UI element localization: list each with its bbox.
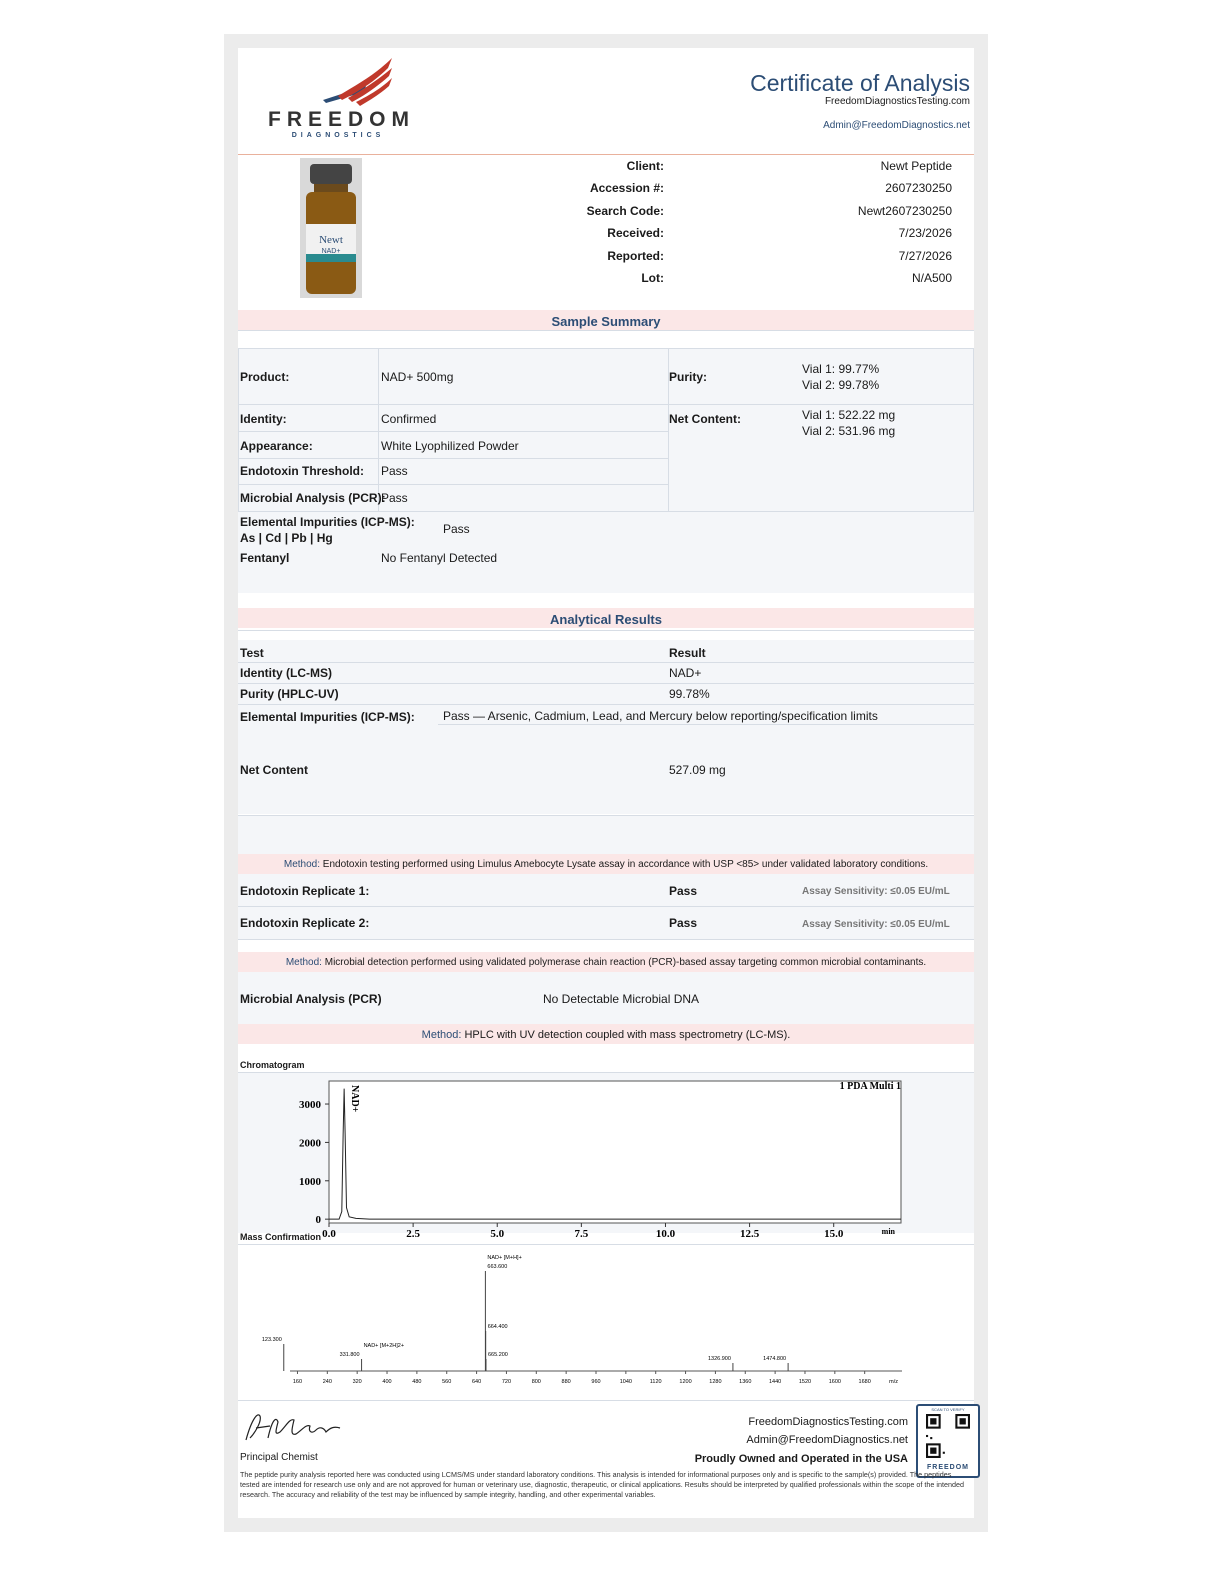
qr-finder-core [960, 1418, 966, 1424]
endotoxin-row-line [238, 906, 974, 907]
peak-label: NAD+ [349, 1085, 361, 1113]
hplc-method [238, 1029, 974, 1041]
mass-x-axis-label: m/z [889, 1379, 898, 1385]
y-tick-label: 3000 [299, 1099, 321, 1112]
results-row-line [438, 724, 974, 725]
elemental-result-value: Pass — Arsenic, Cadmium, Lead, and Mercury below reporting/specification limits [443, 709, 878, 723]
signature-icon [240, 1408, 360, 1448]
footer-website[interactable]: FreedomDiagnosticsTesting.com [748, 1416, 908, 1428]
appearance-label: Appearance: [240, 439, 313, 453]
endotoxin-method [238, 859, 974, 870]
summary-row-line [238, 511, 974, 512]
summary-row-line [238, 404, 974, 405]
qr-finder-core [930, 1418, 936, 1424]
header-email[interactable]: Admin@FreedomDiagnostics.net [823, 120, 970, 131]
x-tick-label: 0.0 [322, 1228, 336, 1240]
received-value: 7/23/2026 [898, 226, 952, 240]
mass-x-tick-label: 1600 [828, 1379, 841, 1385]
product-value: NAD+ 500mg [381, 370, 454, 384]
mass-peak-label: 664.400 [487, 1324, 508, 1330]
net-content-vial1: Vial 1: 522.22 mg [802, 408, 896, 422]
chromatogram-title: Chromatogram [240, 1060, 305, 1070]
lot-label: Lot: [641, 271, 664, 285]
identity-lcms-label: Identity (LC-MS) [240, 666, 332, 680]
mass-x-tick-label: 1200 [679, 1379, 692, 1385]
chromatogram-plot-area [329, 1081, 901, 1223]
principal-chemist-label: Principal Chemist [240, 1452, 318, 1463]
disclaimer: The peptide purity analysis reported here was conducted using LCMS/MS under standard laboratory conditions. This analysis is intended for informational purposes only and is specific to the sample(s) provided. The peptides tested are intended for research use only and are not approved for human or veterinary use, diagnostic, therapeutic, or clinical applications. Results should be interpreted by qualified professionals within the scope of the intended research. The accuracy and reliability of the test may be influenced by sample integrity, handling, and other experimental variables. [240, 1470, 964, 1499]
mass-spectrum-chart [238, 1245, 974, 1389]
mass-peak-annotation: NAD+ [M+H]+ [487, 1255, 522, 1261]
freedom-logo [268, 56, 415, 140]
identity-value: Confirmed [381, 412, 437, 426]
method-prefix: Method: [283, 859, 320, 870]
method-prefix: Method: [421, 1029, 462, 1041]
footer-tagline: Proudly Owned and Operated in the USA [694, 1453, 908, 1465]
chart-legend: 1 PDA Multi 1 [839, 1081, 901, 1092]
mass-x-tick-label: 560 [442, 1379, 452, 1385]
mass-x-tick-label: 1440 [768, 1379, 782, 1385]
product-label: Product: [240, 370, 290, 384]
analytical-results-title: Analytical Results [550, 612, 662, 627]
mass-peak-annotation: NAD+ [M+2H]2+ [363, 1343, 405, 1349]
mass-x-tick-label: 1360 [739, 1379, 752, 1385]
purity-label: Purity: [669, 370, 708, 384]
microbial-method [238, 957, 974, 968]
results-row-line [238, 683, 974, 684]
net-content-result-label: Net Content [240, 763, 308, 777]
vial-icon [300, 158, 362, 298]
endotoxin-rep2-sensitivity: Assay Sensitivity: ≤0.05 EU/mL [802, 919, 950, 930]
net-content-vial2: Vial 2: 531.96 mg [802, 424, 896, 438]
sample-summary-title: Sample Summary [551, 314, 661, 329]
mass-x-tick-label: 880 [561, 1379, 571, 1385]
summary-top-border [238, 348, 974, 349]
mass-peak-label: 331.800 [339, 1352, 360, 1358]
header-website: FreedomDiagnosticsTesting.com [824, 96, 970, 107]
mass-x-tick-label: 400 [382, 1379, 392, 1385]
mass-peak-label: 665.200 [487, 1352, 508, 1358]
summary-title-rule [238, 330, 974, 331]
analytical-results-panel [238, 640, 974, 814]
flag-swoosh-icon [268, 56, 408, 108]
results-row-line [238, 662, 974, 663]
vial-label: NAD+ [321, 248, 341, 255]
fentanyl-value: No Fentanyl Detected [381, 551, 498, 565]
y-tick-label: 1000 [299, 1175, 321, 1188]
product-vial-image [300, 158, 362, 298]
purity-hplc-value: 99.78% [669, 687, 710, 701]
analytical-title-rule [238, 630, 974, 631]
result-header: Result [669, 646, 706, 660]
reported-label: Reported: [607, 249, 664, 263]
search-code-label: Search Code: [586, 204, 664, 218]
mass-peak-label: 1326.900 [707, 1356, 731, 1362]
results-row-line [238, 704, 974, 705]
qr-finder-core [930, 1448, 936, 1454]
mass-x-tick-label: 960 [591, 1379, 601, 1385]
hplc-method-text: HPLC with UV detection coupled with mass spectrometry (LC-MS). [464, 1029, 791, 1041]
mass-x-tick-label: 1120 [649, 1379, 662, 1385]
endotoxin-row-line [238, 939, 974, 940]
appearance-value: White Lyophilized Powder [381, 439, 519, 453]
identity-lcms-value: NAD+ [669, 666, 702, 680]
summary-row-line [238, 484, 668, 485]
mass-x-tick-label: 1280 [709, 1379, 722, 1385]
received-label: Received: [607, 226, 664, 240]
reported-value: 7/27/2026 [898, 249, 952, 263]
summary-col-line [378, 348, 379, 511]
x-tick-label: 7.5 [574, 1228, 589, 1240]
endotoxin-method-text: Endotoxin testing performed using Limulus Amebocyte Lysate assay in accordance with USP <85> under validated laboratory conditions. [322, 859, 929, 870]
summary-col-line [238, 348, 239, 511]
fentanyl-label: Fentanyl [240, 551, 290, 565]
mass-peak-label: 123.300 [261, 1337, 282, 1343]
accession-label: Accession #: [589, 181, 664, 195]
x-tick-label: 5.0 [490, 1228, 505, 1240]
microbial-method-text: Microbial detection performed using validated polymerase chain reaction (PCR)-based assay targeting common microbial contaminants. [324, 957, 927, 968]
logo-sub: DIAGNOSTICS [291, 132, 385, 139]
qr-top-text: SCAN TO VERIFY [931, 1407, 965, 1412]
endotoxin-rep1-label: Endotoxin Replicate 1: [240, 884, 370, 898]
purity-hplc-label: Purity (HPLC-UV) [240, 687, 339, 701]
mass-x-tick-label: 320 [352, 1379, 362, 1385]
endotoxin-threshold-value: Pass [381, 464, 408, 478]
endotoxin-rep1-value: Pass [669, 884, 698, 898]
mass-x-tick-label: 480 [412, 1379, 422, 1385]
identity-label: Identity: [240, 412, 287, 426]
mass-peak-label: 663.600 [487, 1264, 508, 1270]
client-label: Client: [626, 159, 664, 173]
microbial-pcr-value: No Detectable Microbial DNA [543, 992, 700, 1006]
x-tick-label: 12.5 [739, 1228, 760, 1240]
mass-confirmation-title: Mass Confirmation [240, 1232, 322, 1242]
header-divider [238, 154, 974, 155]
signature [240, 1408, 360, 1448]
endotoxin-threshold-label: Endotoxin Threshold: [240, 464, 364, 478]
net-content-label: Net Content: [669, 412, 741, 426]
mass-x-tick-label: 1680 [858, 1379, 871, 1385]
elemental-summary-value: Pass [443, 522, 470, 536]
y-tick-label: 2000 [299, 1137, 321, 1150]
microbial-summary-label: Microbial Analysis (PCR): [240, 491, 386, 505]
logo-word: FREEDOM [268, 108, 415, 131]
summary-row-line [238, 431, 668, 432]
footer-rule [238, 1400, 974, 1401]
net-content-result-value: 527.09 mg [669, 763, 726, 777]
elemental-summary-label: Elemental Impurities (ICP-MS): [240, 515, 415, 529]
summary-col-line [973, 348, 974, 511]
mass-x-tick-label: 160 [292, 1379, 303, 1385]
purity-vial1: Vial 1: 99.77% [802, 362, 880, 376]
x-tick-label: 15.0 [824, 1228, 844, 1240]
microbial-pcr-label: Microbial Analysis (PCR) [240, 992, 382, 1006]
x-tick-label: 10.0 [655, 1228, 676, 1240]
mass-x-tick-label: 640 [471, 1379, 482, 1385]
mass-x-tick-label: 720 [501, 1379, 512, 1385]
search-code-value: Newt2607230250 [857, 204, 952, 218]
x-tick-label: 2.5 [406, 1228, 420, 1240]
qr-module [926, 1435, 928, 1437]
qr-bottom-text: FREEDOM [927, 1464, 969, 1471]
method-prefix: Method: [285, 957, 322, 968]
qr-module [943, 1452, 945, 1454]
microbial-summary-value: Pass [381, 491, 408, 505]
lot-value: N/A500 [911, 271, 952, 285]
verify-qr-code[interactable] [916, 1404, 980, 1478]
elemental-result-label: Elemental Impurities (ICP-MS): [240, 710, 415, 724]
mass-x-tick-label: 240 [322, 1379, 332, 1385]
client-value: Newt Peptide [880, 159, 952, 173]
vial-brand: Newt [319, 234, 343, 246]
elemental-summary-sub: As | Cd | Pb | Hg [240, 531, 333, 545]
mass-x-tick-label: 800 [531, 1379, 541, 1385]
certificate-page [238, 48, 974, 1518]
endotoxin-rep2-value: Pass [669, 916, 698, 930]
test-header: Test [240, 646, 264, 660]
certificate-title: Certificate of Analysis [750, 70, 970, 96]
accession-value: 2607230250 [885, 181, 952, 195]
x-axis-label: min [881, 1227, 895, 1236]
summary-row-line [238, 458, 668, 459]
endotoxin-rep2-label: Endotoxin Replicate 2: [240, 916, 370, 930]
qr-module [930, 1437, 932, 1439]
qr-code-icon [926, 1414, 970, 1458]
mass-x-tick-label: 1040 [619, 1379, 632, 1385]
mass-peak-label: 1474.800 [763, 1356, 787, 1362]
y-tick-label: 0 [315, 1214, 321, 1227]
purity-vial2: Vial 2: 99.78% [802, 378, 880, 392]
endotoxin-rep1-sensitivity: Assay Sensitivity: ≤0.05 EU/mL [802, 886, 950, 897]
footer-email[interactable]: Admin@FreedomDiagnostics.net [746, 1434, 908, 1446]
spacer-panel [238, 816, 974, 854]
mass-x-tick-label: 1520 [798, 1379, 812, 1385]
